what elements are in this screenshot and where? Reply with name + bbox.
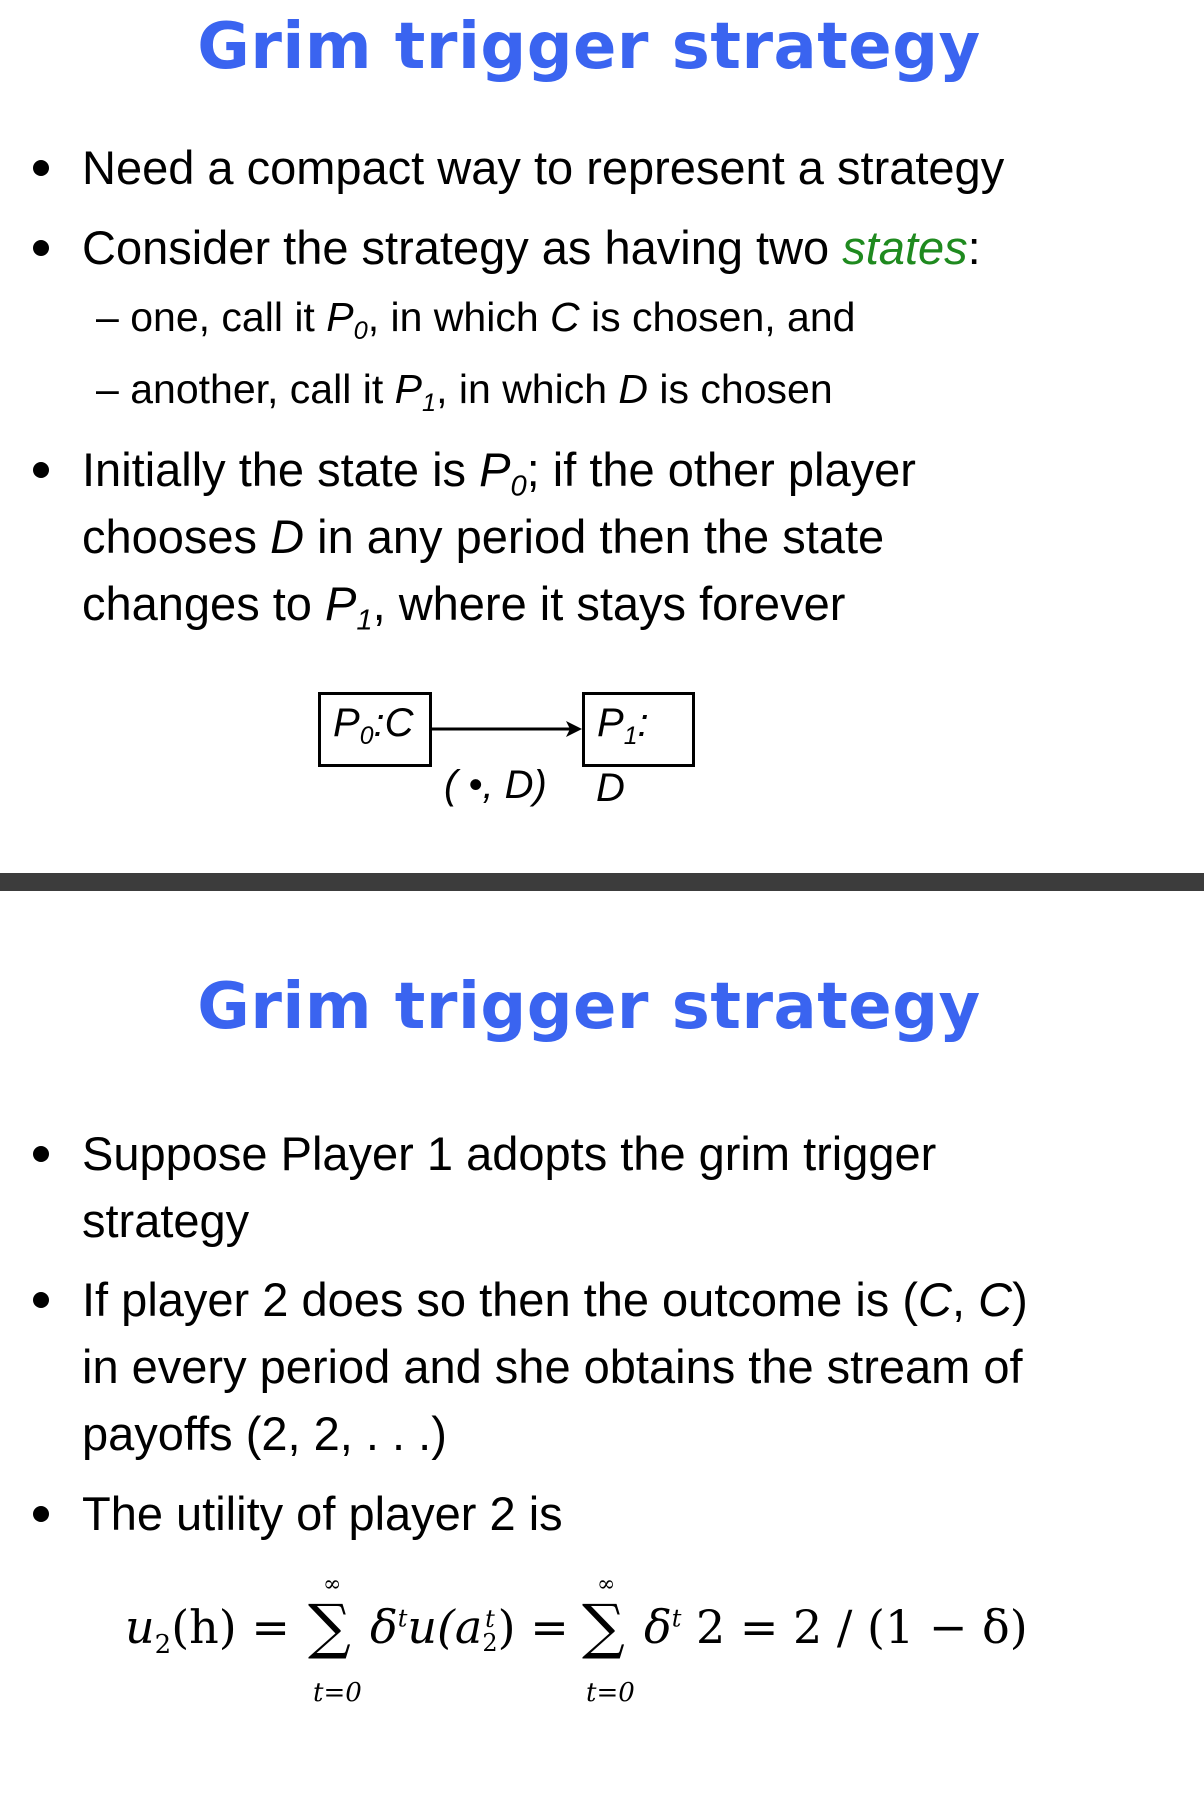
- sum-2-bottom: t=0: [586, 1678, 635, 1708]
- state-p0-box: [318, 692, 432, 767]
- action: D: [270, 510, 305, 563]
- state-var: P: [325, 577, 357, 630]
- bullet-dot: [33, 1506, 49, 1522]
- sum-1-top: ∞: [323, 1572, 342, 1597]
- transition-arrow: [432, 717, 584, 741]
- text: chooses: [82, 510, 271, 563]
- slide1-subbullet-1: [96, 294, 856, 346]
- bullet-2-line-2: in every period and she obtains the stream of: [82, 1340, 1023, 1393]
- states-term: states: [842, 221, 968, 274]
- slide2-title: Grim trigger strategy: [197, 970, 981, 1044]
- state-idx: 1: [356, 604, 373, 637]
- slide1-bullet-2: [82, 214, 981, 281]
- bullet-1-line-2: strategy: [82, 1194, 250, 1247]
- slide-divider: [0, 873, 1204, 891]
- a-sup: t: [485, 1605, 495, 1633]
- bullet-2-line-3: payoffs (2, 2, . . .): [82, 1407, 447, 1460]
- text: , where it stays forever: [372, 577, 846, 630]
- slide1-title: Grim trigger strategy: [197, 10, 981, 84]
- slide2-bullet-1: [82, 1120, 936, 1254]
- sub1-mid: , in which: [367, 294, 551, 340]
- text: If player 2 does so then the outcome is (: [82, 1273, 919, 1326]
- formula-tail: 2 = 2 / (1 − δ): [681, 1600, 1028, 1654]
- action: C: [978, 1273, 1013, 1326]
- text: ; if the other player: [526, 443, 916, 496]
- sub2-pre: another, call it: [130, 366, 395, 412]
- action: C: [918, 1273, 952, 1326]
- sub1-idx: 0: [353, 317, 368, 346]
- slide1-bullet-1: Need a compact way to represent a strategy: [82, 141, 1005, 194]
- bullet-2-line-1: [82, 1266, 1028, 1333]
- state-p1-action: D: [596, 766, 625, 810]
- sum-1-sigma: ∑: [308, 1592, 351, 1662]
- bullet-dot: [33, 160, 49, 176]
- slide1-bullet-3: [82, 436, 916, 637]
- state-p0-action: :C: [373, 701, 414, 745]
- sum-1-bottom: t=0: [313, 1678, 362, 1708]
- delta: δ: [370, 1600, 398, 1654]
- slide1-subbullet-2: [96, 366, 833, 418]
- state-p1-idx: 1: [623, 722, 638, 750]
- state-p0-idx: 0: [359, 722, 374, 750]
- sum-2-top: ∞: [597, 1572, 616, 1597]
- bullet-1-line-1: Suppose Player 1 adopts the grim trigger: [82, 1127, 937, 1180]
- dash: –: [96, 294, 119, 340]
- t-sup: t: [397, 1604, 408, 1633]
- sub2-post: is chosen: [648, 366, 833, 412]
- sub1-pre: one, call it: [130, 294, 327, 340]
- bullet-dot: [33, 1146, 49, 1162]
- sum-2-sigma: ∑: [582, 1592, 625, 1662]
- lhs-arg: (h) =: [171, 1600, 290, 1654]
- state-p0-var: P: [333, 701, 360, 745]
- bullet-3-line-2: [82, 503, 916, 570]
- state-p1-box: [582, 692, 695, 767]
- edge-label: ( •, D): [444, 763, 547, 807]
- u-term: u(a: [407, 1600, 483, 1654]
- text: ,: [951, 1273, 979, 1326]
- state-idx: 0: [510, 470, 527, 503]
- sub1-act: C: [550, 294, 580, 340]
- delta: δ: [644, 1600, 672, 1654]
- utility-formula: [125, 1600, 290, 1690]
- t-sup: t: [671, 1604, 682, 1633]
- dash: –: [96, 366, 119, 412]
- a-sub: 2: [482, 1629, 498, 1657]
- lhs-u: u: [125, 1600, 155, 1654]
- term-2: [644, 1600, 1028, 1654]
- text: ): [1012, 1273, 1028, 1326]
- bullet-2-colon: :: [967, 221, 981, 274]
- sub2-var: P: [394, 366, 422, 412]
- bullet-3-line-3: [82, 570, 916, 637]
- text: changes to: [82, 577, 326, 630]
- state-p1-var: P: [597, 701, 624, 745]
- text: Initially the state is: [82, 443, 480, 496]
- lhs-sub: 2: [154, 1630, 172, 1661]
- sub2-mid: , in which: [436, 366, 619, 412]
- sub2-act: D: [618, 366, 649, 412]
- bullet-3-line-1: [82, 436, 916, 503]
- state-var: P: [479, 443, 511, 496]
- bullet-dot: [33, 462, 49, 478]
- text: in any period then the state: [304, 510, 885, 563]
- term-1: [370, 1600, 569, 1655]
- sub2-idx: 1: [421, 389, 437, 418]
- bullet-dot: [33, 1292, 49, 1308]
- slide2-bullet-3: The utility of player 2 is: [82, 1487, 563, 1540]
- state-p1-colon: :: [637, 701, 649, 745]
- slide2-bullet-2: [82, 1266, 1028, 1467]
- sub1-var: P: [326, 294, 354, 340]
- close-eq: ) =: [497, 1600, 569, 1654]
- bullet-2-text: Consider the strategy as having two: [82, 221, 843, 274]
- sub1-post: is chosen, and: [579, 294, 856, 340]
- bullet-dot: [33, 240, 49, 256]
